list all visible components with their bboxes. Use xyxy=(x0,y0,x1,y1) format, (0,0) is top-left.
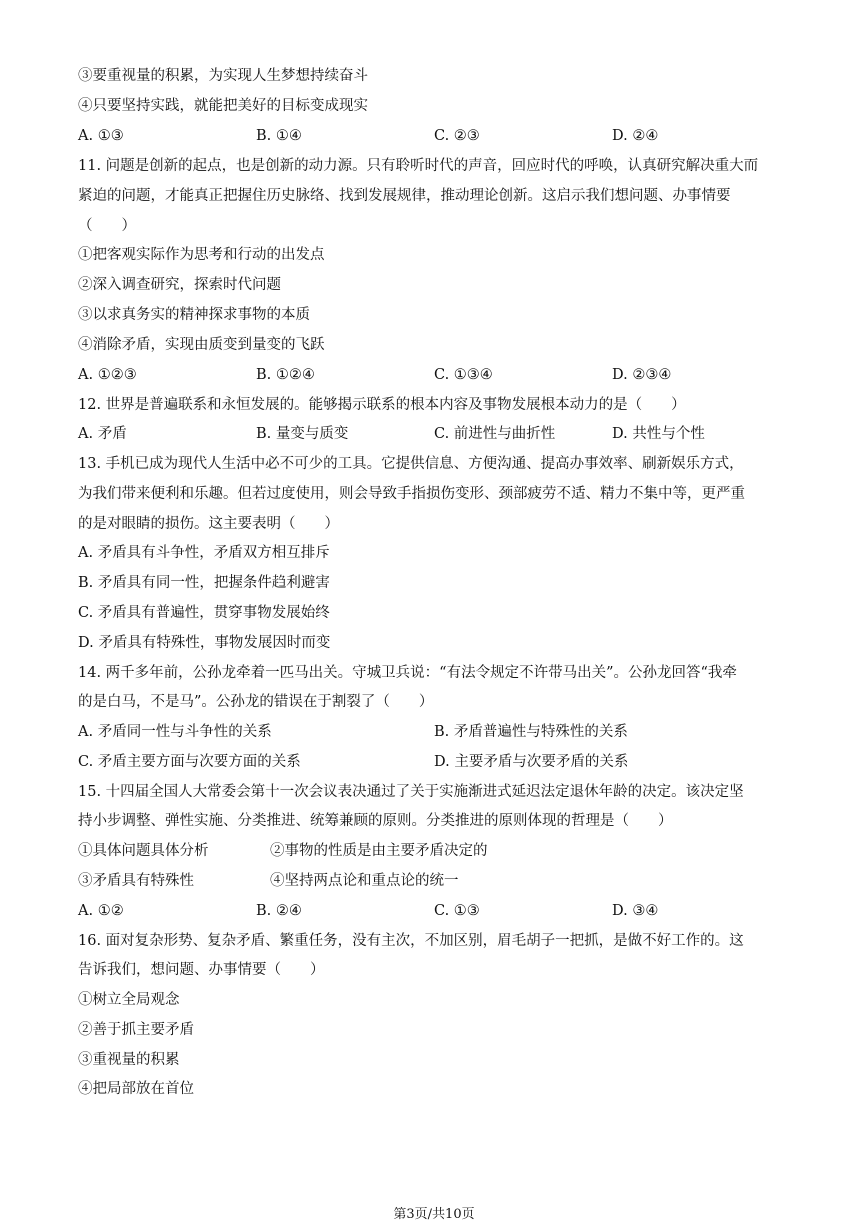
q16-item-2: ②善于抓主要矛盾 xyxy=(78,1022,194,1038)
q12-option-d: D. 共性与个性 xyxy=(612,426,705,442)
q15-stem-line-1: 15. 十四届全国人大常委会第十一次会议表决通过了关于实施渐进式延迟法定退休年龄的决定。该决定坚 xyxy=(78,784,744,800)
q16-stem-line-1: 16. 面对复杂形势、复杂矛盾、繁重任务，没有主次，不加区别，眉毛胡子一把抓，是做不好工作的。这 xyxy=(78,933,744,949)
q16-stem-line-2: 告诉我们，想问题、办事情要（ ） xyxy=(78,962,325,978)
q13-option-a: A. 矛盾具有斗争性，矛盾双方相互排斥 xyxy=(78,545,330,561)
q10-option-d: D. ②④ xyxy=(612,128,659,144)
q14-option-c: C. 矛盾主要方面与次要方面的关系 xyxy=(78,754,301,770)
q15-item-1: ①具体问题具体分析 xyxy=(78,843,209,859)
q13-option-b: B. 矛盾具有同一性，把握条件趋利避害 xyxy=(78,575,330,591)
q16-item-1: ①树立全局观念 xyxy=(78,992,180,1008)
q11-item-3: ③以求真务实的精神探求事物的本质 xyxy=(78,307,310,323)
q13-option-c: C. 矛盾具有普遍性，贯穿事物发展始终 xyxy=(78,605,330,621)
q12-option-a: A. 矛盾 xyxy=(78,426,127,442)
q11-option-a: A. ①②③ xyxy=(78,367,137,383)
q10-option-a: A. ①③ xyxy=(78,128,124,144)
q11-item-2: ②深入调查研究，探索时代问题 xyxy=(78,277,281,293)
q15-option-a: A. ①② xyxy=(78,903,124,919)
q12-stem: 12. 世界是普遍联系和永恒发展的。能够揭示联系的根本内容及事物发展根本动力的是（ ） xyxy=(78,397,686,413)
q11-option-c: C. ①③④ xyxy=(434,367,493,383)
q14-option-a: A. 矛盾同一性与斗争性的关系 xyxy=(78,724,272,740)
q11-answer-blank: （ ） xyxy=(78,218,136,234)
q12-option-c: C. 前进性与曲折性 xyxy=(434,426,556,442)
q10-item-4: ④只要坚持实践，就能把美好的目标变成现实 xyxy=(78,98,368,114)
q11-item-4: ④消除矛盾，实现由质变到量变的飞跃 xyxy=(78,337,325,353)
q14-option-d: D. 主要矛盾与次要矛盾的关系 xyxy=(434,754,629,770)
q12-option-b: B. 量变与质变 xyxy=(256,426,349,442)
q14-option-b: B. 矛盾普遍性与特殊性的关系 xyxy=(434,724,628,740)
q14-stem-line-1: 14. 两千多年前，公孙龙牵着一匹马出关。守城卫兵说：“有法令规定不许带马出关”。公孙龙回答“我牵 xyxy=(78,665,737,681)
q16-item-4: ④把局部放在首位 xyxy=(78,1081,194,1097)
q10-item-3: ③要重视量的积累，为实现人生梦想持续奋斗 xyxy=(78,68,368,84)
q10-option-c: C. ②③ xyxy=(434,128,480,144)
q11-option-b: B. ①②④ xyxy=(256,367,315,383)
q15-stem-line-2: 持小步调整、弹性实施、分类推进、统筹兼顾的原则。分类推进的原则体现的哲理是（ ） xyxy=(78,813,673,829)
q15-option-d: D. ③④ xyxy=(612,903,659,919)
q15-item-4: ④坚持两点论和重点论的统一 xyxy=(270,873,459,889)
q13-option-d: D. 矛盾具有特殊性，事物发展因时而变 xyxy=(78,635,331,651)
q14-stem-line-2: 的是白马，不是马”。公孙龙的错误在于割裂了（ ） xyxy=(78,694,434,710)
q10-option-b: B. ①④ xyxy=(256,128,302,144)
q15-item-3: ③矛盾具有特殊性 xyxy=(78,873,194,889)
q11-item-1: ①把客观实际作为思考和行动的出发点 xyxy=(78,247,325,263)
q15-option-b: B. ②④ xyxy=(256,903,302,919)
q11-stem-line-1: 11. 问题是创新的起点，也是创新的动力源。只有聆听时代的声音，回应时代的呼唤，认真研究解决重大而 xyxy=(78,158,759,174)
q16-item-3: ③重视量的积累 xyxy=(78,1052,180,1068)
q13-stem-line-1: 13. 手机已成为现代人生活中必不可少的工具。它提供信息、方便沟通、提高办事效率、刷新娱乐方式， xyxy=(78,456,744,472)
q15-item-2: ②事物的性质是由主要矛盾决定的 xyxy=(270,843,488,859)
q15-option-c: C. ①③ xyxy=(434,903,480,919)
page-number: 第3页/共10页 xyxy=(393,1207,475,1222)
q11-option-d: D. ②③④ xyxy=(612,367,672,383)
q13-stem-line-3: 的是对眼睛的损伤。这主要表明（ ） xyxy=(78,516,339,532)
q13-stem-line-2: 为我们带来便利和乐趣。但若过度使用，则会导致手指损伤变形、颈部疲劳不适、精力不集中等，更严重 xyxy=(78,486,745,502)
q11-stem-line-2: 紧迫的问题，才能真正把握住历史脉络、找到发展规律，推动理论创新。这启示我们想问题、办事情要 xyxy=(78,188,731,204)
